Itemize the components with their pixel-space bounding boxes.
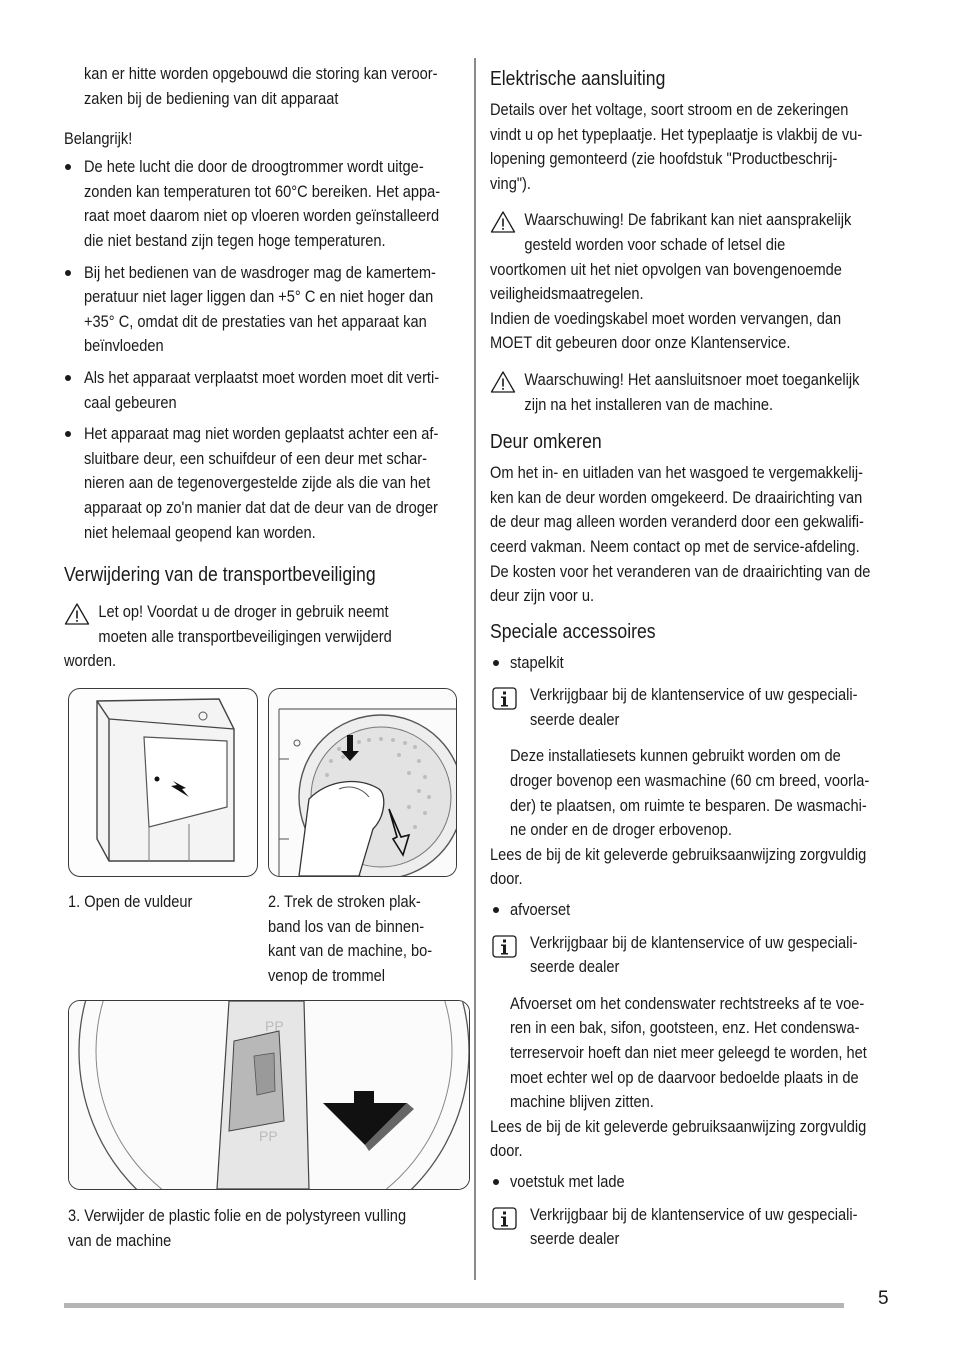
- text-line: door.: [490, 1141, 523, 1161]
- info-note: [490, 683, 892, 732]
- text-line: Deze installatiesets kunnen gebruikt worden om de: [510, 746, 841, 766]
- info-icon: [492, 935, 517, 958]
- text-line: Indien de voedingskabel moet worden vervangen, dan: [490, 308, 842, 328]
- bullet-icon: [65, 375, 71, 381]
- text-line: De hete lucht die door de droogtrommer wordt uitge-: [84, 157, 424, 177]
- transport-warning: [64, 600, 460, 674]
- text-line: seerde dealer: [530, 709, 620, 729]
- text-line: moet echter wel op de daarvoor bedoelde plaats in de: [510, 1067, 859, 1087]
- text-line: zijn na het installeren van de machine.: [524, 394, 774, 414]
- column-divider: [474, 58, 476, 1280]
- list-item: [64, 155, 460, 253]
- text-line: moeten alle transportbeveiligingen verwijderd: [98, 626, 392, 646]
- text-line: Het aansluitsnoer moet toegankelijk: [623, 369, 860, 389]
- text-line: seerde dealer: [530, 957, 620, 977]
- text-line: vindt u op het typeplaatje. Het typeplaatje is vlakbij de vu-: [490, 124, 863, 144]
- recycle-mark: PP: [265, 1018, 284, 1034]
- text-line: Verkrijgbaar bij de klantenservice of uw gespeciali-: [530, 685, 858, 705]
- text-line: ren in een bak, sifon, gootsteen, enz. Het condenswa-: [510, 1018, 860, 1038]
- text-line: Bij het bedienen van de wasdroger mag de kamertem-: [84, 262, 436, 282]
- text-line: Verkrijgbaar bij de klantenservice of uw gespeciali-: [530, 932, 858, 952]
- figure-open-door: [68, 688, 258, 877]
- list-item: [64, 261, 460, 359]
- info-note: [490, 1203, 892, 1252]
- figure-remove-foil: [68, 1000, 470, 1190]
- text-line: seerde dealer: [530, 1229, 620, 1249]
- text-line: die niet bestand zijn tegen hoge temperaturen.: [84, 230, 386, 250]
- text-line: Details over het voltage, soort stroom en de zekeringen: [490, 100, 849, 119]
- text-line: De fabrikant kan niet aansprakelijk: [623, 210, 852, 230]
- text-line: gesteld worden voor schade of letsel die: [524, 234, 786, 254]
- text-line: Het apparaat mag niet worden geplaatst achter een af-: [84, 424, 439, 444]
- bullet-icon: [493, 907, 499, 913]
- text-line: machine blijven zitten.: [510, 1092, 654, 1112]
- warning-text: [490, 368, 925, 393]
- caption-step1: [68, 890, 254, 915]
- text-line: 3. Verwijder de plastic folie en de polystyreen vulling: [68, 1206, 407, 1225]
- section-heading: Verwijdering van de transportbeveiliging: [64, 563, 376, 587]
- text-line: sluitbare deur, een schuifdeur of een deur met schar-: [84, 448, 427, 468]
- text-line: +35° C, omdat dit de prestaties van het apparaat kan: [84, 311, 427, 331]
- accessory-name: voetstuk met lade: [510, 1171, 625, 1191]
- accessory-name: stapelkit: [510, 652, 564, 672]
- text-line: terreservoir hoeft dan niet meer geleegd te worden, het: [510, 1043, 867, 1062]
- accessory-name: afvoerset: [510, 900, 571, 920]
- list-item: [64, 422, 460, 545]
- left-column: [64, 62, 460, 674]
- text-line: deur zijn voor u.: [490, 586, 595, 606]
- electrical-warning: [490, 208, 892, 356]
- important-label: Belangrijk!: [64, 129, 133, 149]
- text-line: de deur mag alleen worden veranderd door een gekwalifi-: [490, 512, 864, 532]
- text-line: 2. Trek de stroken plak-: [268, 892, 421, 911]
- text-line: Voordat u de droger in gebruik neemt: [143, 602, 389, 622]
- figure-drum-tape: [268, 688, 457, 877]
- section-heading: Deur omkeren: [490, 430, 602, 454]
- warning-label: Waarschuwing!: [524, 210, 624, 230]
- text-line: niet helemaal geopend kan worden.: [84, 522, 316, 542]
- warning-label: Let op!: [98, 602, 144, 622]
- text-line: zaken bij de bediening van dit apparaat: [84, 88, 339, 108]
- text-line: beïnvloeden: [84, 336, 164, 356]
- caption-step3: [68, 1204, 468, 1253]
- text-line: kan er hitte worden opgebouwd die storing kan veroor-: [84, 64, 438, 83]
- cord-warning: [490, 368, 892, 417]
- recycle-mark: PP: [259, 1128, 278, 1144]
- warning-label: Waarschuwing!: [524, 369, 624, 389]
- text-line: De kosten voor het veranderen van de draairichting van de: [490, 561, 871, 581]
- bullet-icon: [493, 1179, 499, 1185]
- text-line: ken kan de deur worden omgekeerd. De draairichting van: [490, 487, 863, 507]
- text-line: zonden kan temperaturen tot 60°C bereiken. Het appa-: [84, 181, 441, 201]
- text-line: worden.: [64, 651, 117, 671]
- text-line: droger bovenop een wasmachine (60 cm breed, voorla-: [510, 771, 870, 791]
- text-line: kant van de machine, bo-: [268, 941, 433, 961]
- accessory-description: [490, 992, 892, 1115]
- text-line: Lees de bij de kit geleverde gebruiksaanwijzing zorgvuldig: [490, 844, 867, 864]
- text-line: Lees de bij de kit geleverde gebruiksaanwijzing zorgvuldig: [490, 1116, 867, 1136]
- text-line: band los van de binnen-: [268, 916, 425, 936]
- footer-rule: [64, 1303, 844, 1308]
- text-line: venop de trommel: [268, 965, 386, 985]
- text-line: van de machine: [68, 1230, 172, 1250]
- info-icon: [492, 1207, 517, 1230]
- text-line: caal gebeuren: [84, 392, 177, 412]
- section-heading: Speciale accessoires: [490, 619, 656, 643]
- accessory-item: [490, 898, 892, 923]
- info-icon: [492, 687, 517, 710]
- accessory-item: [490, 1170, 892, 1195]
- text-line: MOET dit gebeuren door onze Klantenservice.: [490, 333, 791, 353]
- text-line: Verkrijgbaar bij de klantenservice of uw gespeciali-: [530, 1204, 858, 1224]
- info-note: [490, 931, 892, 980]
- text-line: Als het apparaat verplaatst moet worden moet dit verti-: [84, 367, 440, 387]
- right-column: [490, 66, 892, 1252]
- section-heading: Elektrische aansluiting: [490, 67, 666, 90]
- text-line: 1. Open de vuldeur: [68, 892, 193, 911]
- text-line: peratuur niet lager liggen dan +5° C en niet hoger dan: [84, 287, 434, 307]
- text-line: ving").: [490, 173, 531, 193]
- page-number: 5: [878, 1288, 889, 1309]
- text-line: ne onder en de droger erbovenop.: [510, 820, 732, 840]
- important-list: [64, 155, 460, 545]
- bullet-icon: [65, 164, 71, 170]
- text-line: door.: [490, 869, 523, 889]
- text-line: voortkomen uit het niet opvolgen van bovengenoemde: [490, 259, 842, 279]
- list-item: [64, 366, 460, 415]
- text-line: ceerd vakman. Neem contact op met de service-afdeling.: [490, 536, 860, 556]
- text-line: veiligheidsmaatregelen.: [490, 284, 644, 304]
- bullet-icon: [65, 270, 71, 276]
- bullet-icon: [65, 431, 71, 437]
- accessory-description: [490, 744, 892, 842]
- text-line: Afvoerset om het condenswater rechtstreeks af te voe-: [510, 993, 865, 1013]
- text-line: nieren aan de tegenovergestelde zijde als die van het: [84, 473, 431, 493]
- text-line: lopening gemonteerd (zie hoofdstuk "Productbeschrij-: [490, 149, 838, 169]
- text-line: apparaat op zo'n manier dat dat de deur van de droger: [84, 497, 438, 517]
- text-line: der) te plaatsen, om ruimte te besparen. De wasmachi-: [510, 795, 867, 815]
- text-line: Om het in- en uitladen van het wasgoed te vergemakkelij-: [490, 463, 864, 483]
- intro-text: [64, 62, 460, 111]
- caption-step2: [268, 890, 458, 988]
- accessory-item: [490, 651, 892, 676]
- text-line: raat moet daarom niet op vloeren worden geïnstalleerd: [84, 206, 440, 226]
- warning-text: [64, 600, 493, 625]
- warning-text: [490, 208, 925, 233]
- bullet-icon: [493, 660, 499, 666]
